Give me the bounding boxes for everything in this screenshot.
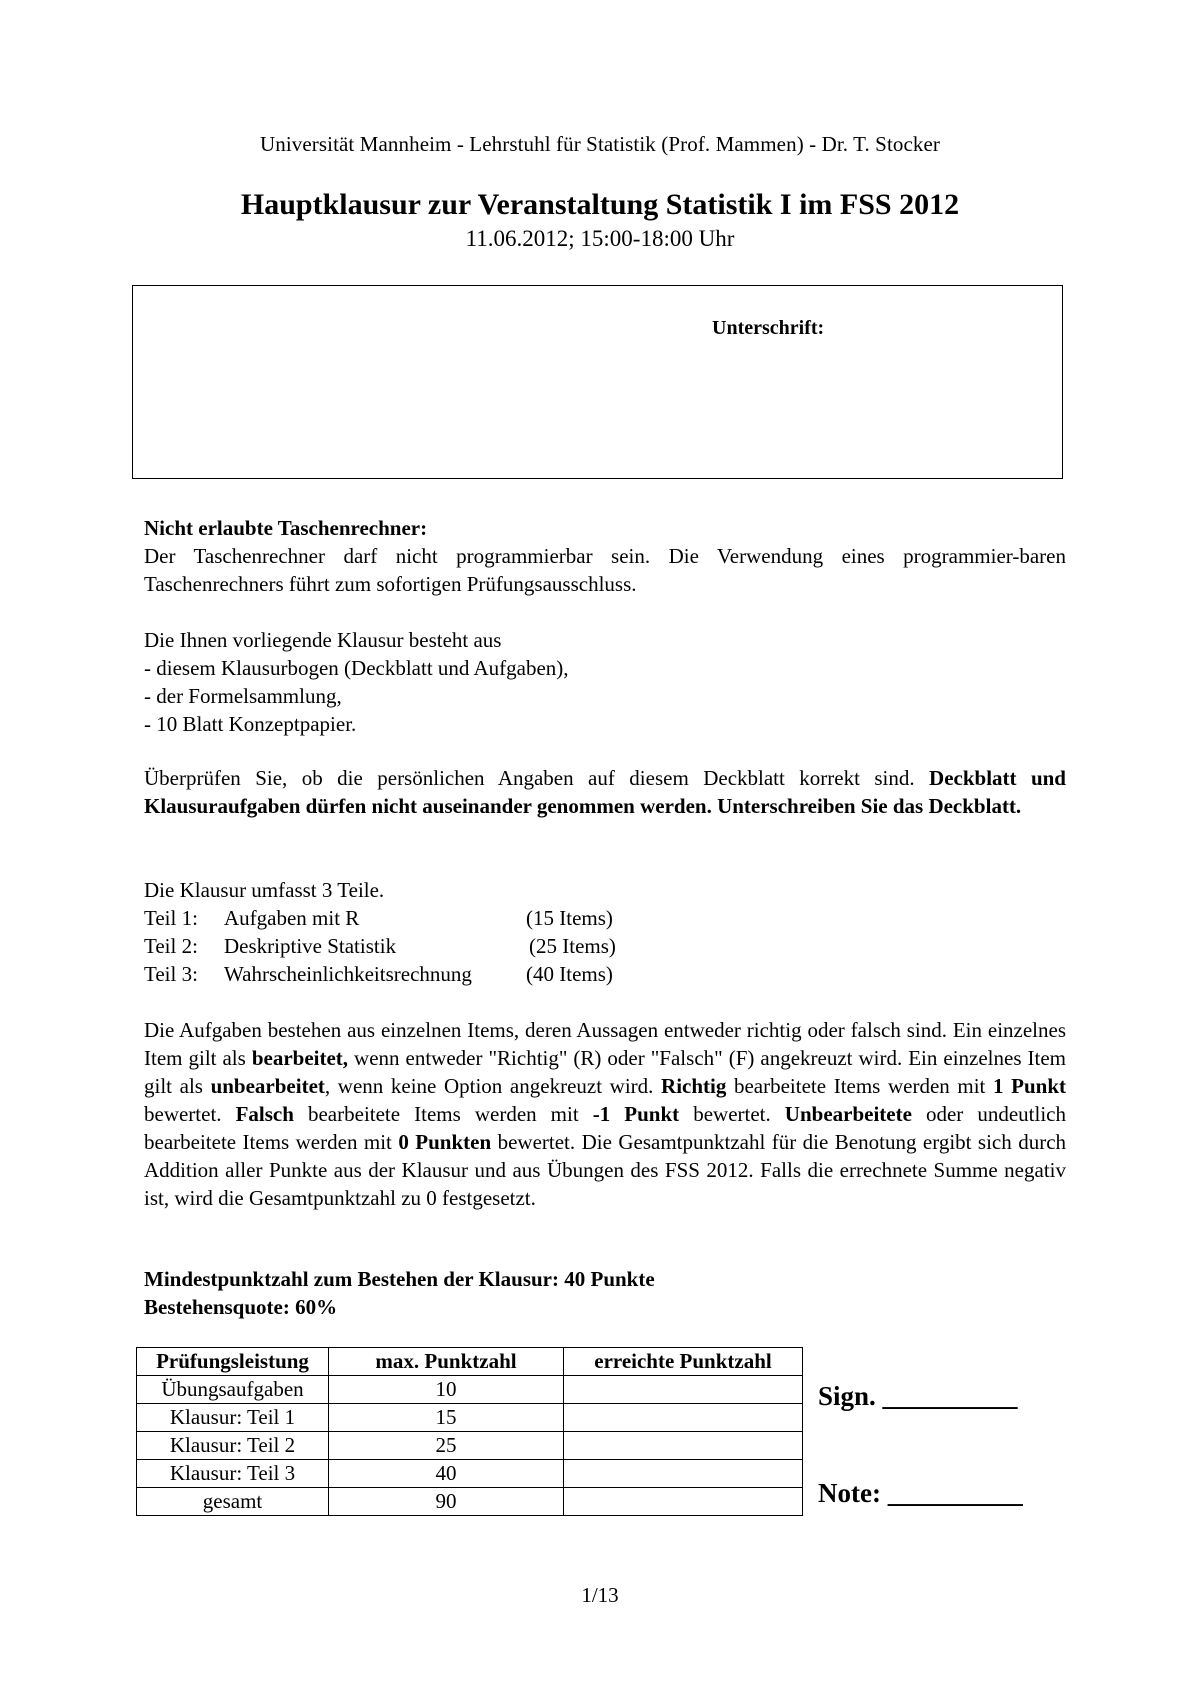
table-header: erreichte Punktzahl	[564, 1348, 803, 1376]
rules-bold: unbearbeitet	[210, 1074, 325, 1098]
calculator-section	[144, 514, 1066, 598]
rules-text: Die Aufgaben bestehen aus einzelnen Items, deren Aussagen entweder richtig oder falsch sind. Ein einzelnes Item gilt als	[144, 1018, 1066, 1070]
table-row	[137, 1432, 803, 1460]
parts-section	[144, 876, 1066, 988]
part-label: Teil 1:	[144, 906, 198, 930]
part-name: Aufgaben mit R	[224, 906, 360, 930]
signature-box[interactable]	[132, 285, 1063, 479]
table-row	[137, 1488, 803, 1516]
part-label: Teil 3:	[144, 962, 198, 986]
part-name: Deskriptive Statistik	[224, 934, 397, 958]
pass-quota: Bestehensquote: 60%	[144, 1295, 338, 1319]
rules-bold: -1 Punkt	[592, 1102, 680, 1126]
table-cell-achieved[interactable]	[564, 1460, 803, 1488]
table-cell-max: 15	[329, 1404, 564, 1432]
check-bold-text: Deckblatt und Klausuraufgaben dürfen nicht auseinander genommen werden. Unterschreiben Sie das Deckblatt.	[144, 766, 1066, 818]
table-cell-max: 90	[329, 1488, 564, 1516]
table-cell-name: Klausur: Teil 3	[137, 1460, 329, 1488]
materials-section	[144, 626, 1066, 738]
parts-row	[144, 932, 1066, 960]
exam-datetime: 11.06.2012; 15:00-18:00 Uhr	[465, 226, 735, 251]
rules-text: bearbeitete Items werden mit	[726, 1074, 994, 1098]
rules-bold: bearbeitet,	[251, 1046, 349, 1070]
check-plain-text: Überprüfen Sie, ob die persönlichen Angaben auf diesem Deckblatt korrekt sind.	[144, 766, 930, 790]
rules-paragraph	[144, 1016, 1066, 1212]
parts-row	[144, 904, 1066, 932]
table-cell-achieved[interactable]	[564, 1488, 803, 1516]
materials-item: - diesem Klausurbogen (Deckblatt und Aufgaben),	[144, 656, 569, 680]
table-header-row	[137, 1348, 803, 1376]
table-header: max. Punktzahl	[329, 1348, 564, 1376]
min-points: Mindestpunktzahl zum Bestehen der Klausur: 40 Punkte	[144, 1267, 655, 1291]
rules-text: bewertet.	[144, 1102, 236, 1126]
rules-bold: 1 Punkt	[993, 1074, 1067, 1098]
table-cell-name: Klausur: Teil 1	[137, 1404, 329, 1432]
rules-bold: Richtig	[661, 1074, 727, 1098]
table-row	[137, 1376, 803, 1404]
exam-title: Hauptklausur zur Veranstaltung Statistik I im FSS 2012	[240, 188, 960, 221]
rules-text: oder undeutlich bearbeitete Items werden mit	[144, 1102, 1066, 1154]
part-items: (25 Items)	[529, 934, 616, 958]
table-cell-name: gesamt	[137, 1488, 329, 1516]
table-cell-achieved[interactable]	[564, 1432, 803, 1460]
grade-field[interactable]: Note: __________	[818, 1478, 1023, 1508]
rules-text: bewertet. Die Gesamtpunktzahl für die Benotung ergibt sich durch Addition aller Punkte aus der Klausur und aus Übungen des FSS 2012. Falls die errechnete Summe negativ ist, wird die Gesamtpunktzahl zu 0 festgesetzt.	[144, 1130, 1067, 1210]
rules-text: wenn entweder "Richtig" (R) oder "Falsch" (F) angekreuzt wird. Ein einzelnes Item gilt als	[144, 1046, 1066, 1098]
materials-item: - der Formelsammlung,	[144, 684, 342, 708]
rules-bold: 0 Punkten	[398, 1130, 492, 1154]
parts-row	[144, 960, 1066, 988]
part-label: Teil 2:	[144, 934, 198, 958]
table-cell-name: Übungsaufgaben	[137, 1376, 329, 1404]
materials-item: - 10 Blatt Konzeptpapier.	[144, 712, 357, 736]
rules-text: , wenn keine Option angekreuzt wird.	[324, 1074, 662, 1098]
parts-intro: Die Klausur umfasst 3 Teile.	[144, 878, 385, 902]
table-row	[137, 1460, 803, 1488]
institution-line: Universität Mannheim - Lehrstuhl für Statistik (Prof. Mammen) - Dr. T. Stocker	[259, 132, 941, 156]
part-items: (15 Items)	[526, 906, 613, 930]
table-cell-name: Klausur: Teil 2	[137, 1432, 329, 1460]
table-cell-max: 25	[329, 1432, 564, 1460]
table-header: Prüfungsleistung	[137, 1348, 329, 1376]
calculator-heading: Nicht erlaubte Taschenrechner:	[144, 516, 428, 540]
part-name: Wahrscheinlichkeitsrechnung	[224, 962, 472, 986]
table-cell-achieved[interactable]	[564, 1404, 803, 1432]
table-cell-max: 10	[329, 1376, 564, 1404]
materials-intro: Die Ihnen vorliegende Klausur besteht aus	[144, 628, 502, 652]
calculator-text: Der Taschenrechner darf nicht programmierbar sein. Die Verwendung eines programmier-baren Taschenrechners führt zum sofortigen Prüfungsausschluss.	[144, 544, 1066, 596]
table-cell-achieved[interactable]	[564, 1376, 803, 1404]
check-paragraph	[144, 764, 1066, 820]
rules-bold: Unbearbeitete	[784, 1102, 912, 1126]
table-row	[137, 1404, 803, 1432]
passing-section	[144, 1265, 1066, 1321]
part-items: (40 Items)	[526, 962, 613, 986]
score-table	[136, 1347, 803, 1516]
page-number: 1/13	[581, 1583, 619, 1607]
rules-text: bearbeitete Items werden mit	[293, 1102, 593, 1126]
table-cell-max: 40	[329, 1460, 564, 1488]
rules-bold: Falsch	[235, 1102, 294, 1126]
signature-label: Unterschrift:	[712, 317, 825, 339]
sign-field[interactable]: Sign. __________	[818, 1381, 1018, 1411]
rules-text: bewertet.	[679, 1102, 785, 1126]
